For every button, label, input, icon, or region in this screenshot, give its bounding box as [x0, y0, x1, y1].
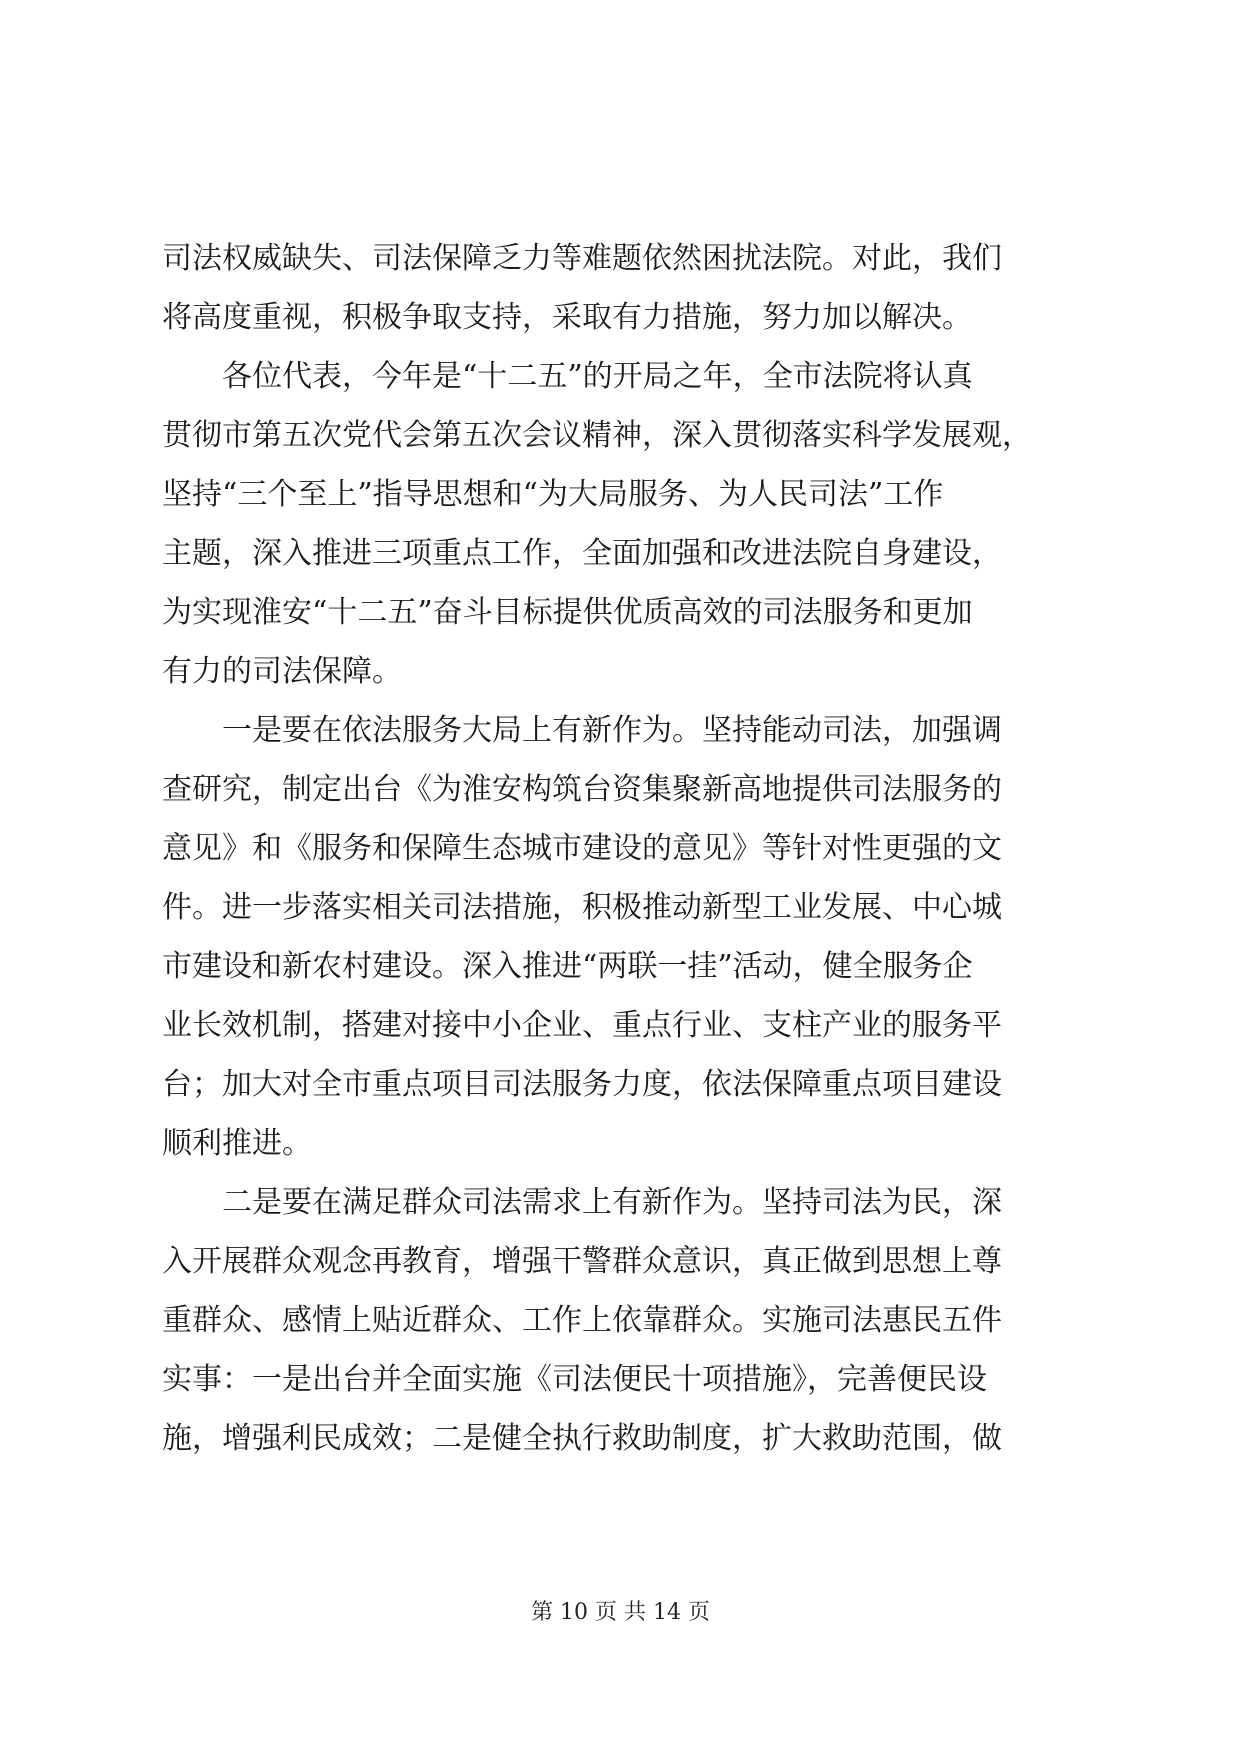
text-line: 实事：一是出台并全面实施《司法便民十项措施》，完善便民设 [162, 1362, 987, 1397]
text-line: 将高度重视，积极争取支持，采取有力措施，努力加以解决。 [162, 300, 972, 335]
body-text [162, 229, 1092, 1468]
text-line: 施，增强利民成效；二是健全执行救助制度，扩大救助范围，做 [162, 1421, 1002, 1456]
page-number-label: 第 10 页 共 14 页 [531, 1600, 710, 1625]
text-line: 入开展群众观念再教育，增强干警群众意识，真正做到思想上尊 [162, 1244, 1002, 1279]
text-line: 主题，深入推进三项重点工作，全面加强和改进法院自身建设， [162, 536, 1002, 571]
text-line: 各位代表，今年是“十二五”的开局之年，全市法院将认真 [162, 359, 973, 394]
text-line: 司法权威缺失、司法保障乏力等难题依然困扰法院。对此，我们 [162, 241, 1002, 276]
text-line: 查研究，制定出台《为淮安构筑台资集聚新高地提供司法服务的 [162, 772, 1002, 807]
text-line: 贯彻市第五次党代会第五次会议精神，深入贯彻落实科学发展观， [162, 418, 1032, 453]
text-line: 市建设和新农村建设。深入推进“两联一挂”活动，健全服务企 [162, 949, 973, 984]
text-line: 件。进一步落实相关司法措施，积极推动新型工业发展、中心城 [162, 890, 1002, 925]
text-line: 为实现淮安“十二五”奋斗目标提供优质高效的司法服务和更加 [162, 595, 973, 630]
text-line: 坚持“三个至上”指导思想和“为大局服务、为人民司法”工作 [162, 477, 944, 512]
text-line: 意见》和《服务和保障生态城市建设的意见》等针对性更强的文 [162, 831, 1002, 866]
text-line: 二是要在满足群众司法需求上有新作为。坚持司法为民，深 [162, 1185, 1002, 1220]
text-line: 业长效机制，搭建对接中小企业、重点行业、支柱产业的服务平 [162, 1008, 1002, 1043]
text-line: 一是要在依法服务大局上有新作为。坚持能动司法，加强调 [162, 713, 1002, 748]
text-line: 顺利推进。 [162, 1126, 312, 1161]
text-line: 有力的司法保障。 [162, 654, 402, 689]
text-line: 重群众、感情上贴近群众、工作上依靠群众。实施司法惠民五件 [162, 1303, 1002, 1338]
page-footer [0, 1598, 1241, 1628]
text-line: 台；加大对全市重点项目司法服务力度，依法保障重点项目建设 [162, 1067, 1002, 1102]
